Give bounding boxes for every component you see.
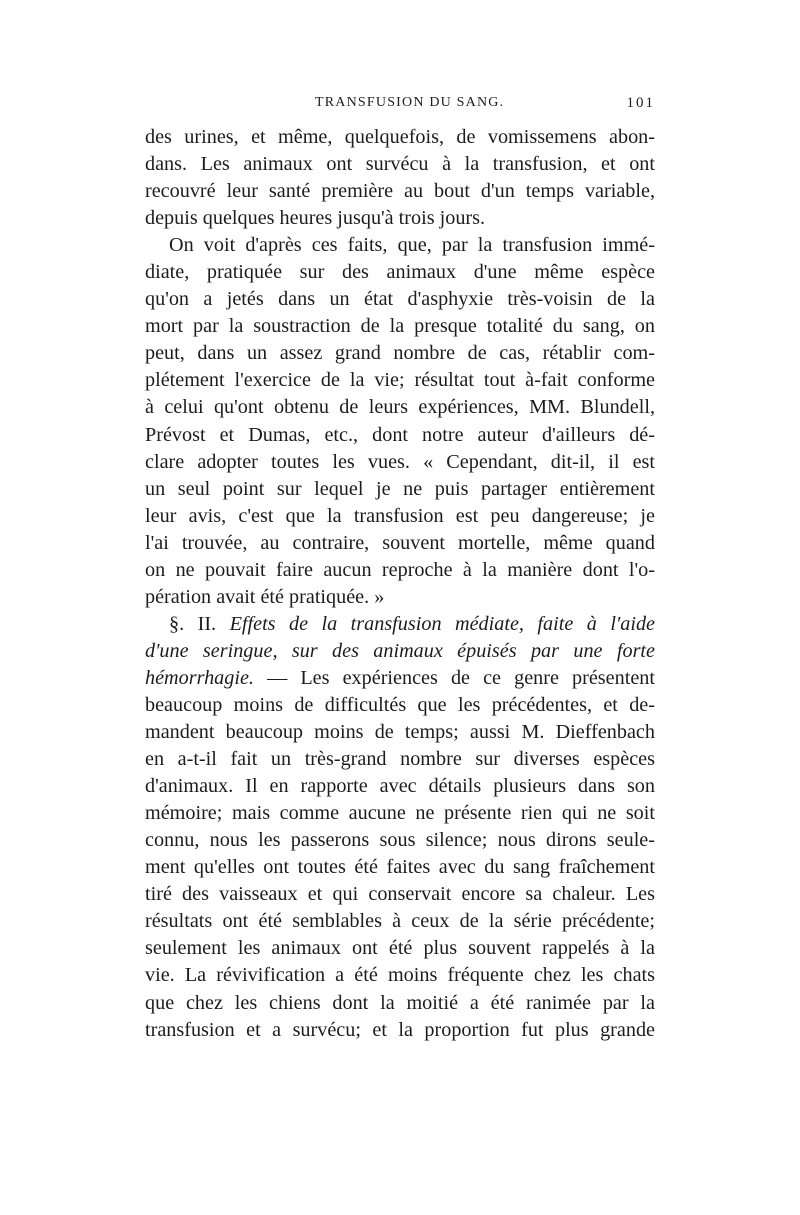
text-line: que chez les chiens dont la moitié a été ranimée par la: [145, 991, 655, 1014]
text-line: [145, 665, 655, 692]
text-line: seulement les animaux ont été plus souvent rappelés à la: [145, 937, 655, 960]
text-line: clare adopter toutes les vues. « Cependant, dit-il, il est: [145, 450, 655, 473]
text-line: l'ai trouvée, au contraire, souvent mortelle, même quand: [145, 531, 655, 554]
text-line: dans. Les animaux ont survécu à la transfusion, et ont: [145, 153, 655, 176]
text-line: Prévost et Dumas, etc., dont notre auteur d'ailleurs dé-: [145, 423, 655, 446]
text-line: d'animaux. Il en rapporte avec détails plusieurs dans son: [145, 775, 655, 798]
page-header: [145, 95, 655, 117]
text-line: en a-t-il fait un très-grand nombre sur diverses espèces: [145, 748, 655, 771]
body-text: [145, 124, 655, 1044]
running-title: TRANSFUSION DU SANG.: [315, 95, 505, 110]
section-title-line: d'une seringue, sur des animaux épuisés par une forte: [145, 639, 655, 662]
text-line: on ne pouvait faire aucun reproche à la manière dont l'o-: [145, 558, 655, 581]
text-line: à celui qu'ont obtenu de leurs expériences, MM. Blundell,: [145, 396, 655, 419]
text-line: recouvré leur santé première au bout d'un temps variable,: [145, 180, 655, 203]
section-number: §. II.: [169, 612, 230, 635]
text-line: peut, dans un assez grand nombre de cas, rétablir com-: [145, 342, 655, 365]
text-line: On voit d'après ces faits, que, par la transfusion immé-: [169, 234, 655, 257]
text-line: vie. La révivification a été moins fréquente chez les chats: [145, 964, 655, 987]
section-body-start: — Les expériences de ce genre présentent: [253, 666, 655, 689]
text-line: des urines, et même, quelquefois, de vomissemens abon-: [145, 126, 655, 148]
text-line: un seul point sur lequel je ne puis partager entièrement: [145, 477, 655, 500]
text-line: mandent beaucoup moins de temps; aussi M. Dieffenbach: [145, 721, 655, 744]
text-line: beaucoup moins de difficultés que les précédentes, et de-: [145, 693, 655, 716]
text-line: depuis quelques heures jusqu'à trois jours.: [145, 207, 486, 230]
text-line: transfusion et a survécu; et la proportion fut plus grande: [145, 1018, 655, 1041]
text-line: qu'on a jetés dans un état d'asphyxie très-voisin de la: [145, 288, 655, 311]
text-line: tiré des vaisseaux et qui conservait encore sa chaleur. Les: [145, 883, 655, 906]
text-line: diate, pratiquée sur des animaux d'une même espèce: [145, 261, 655, 284]
section-title: Effets de la transfusion médiate, faite à l'aide: [229, 612, 655, 635]
text-line: pération avait été pratiquée. »: [145, 585, 385, 608]
text-line: ment qu'elles ont toutes été faites avec du sang fraîchement: [145, 856, 655, 879]
text-line: résultats ont été semblables à ceux de la série précédente;: [145, 910, 655, 933]
text-line: leur avis, c'est que la transfusion est peu dangereuse; je: [145, 504, 655, 527]
section-heading-line: [145, 611, 655, 638]
text-line: mort par la soustraction de la presque totalité du sang, on: [145, 315, 655, 338]
text-line: mémoire; mais comme aucune ne présente rien qui ne soit: [145, 802, 655, 825]
text-line: plétement l'exercice de la vie; résultat tout à-fait conforme: [145, 369, 655, 392]
section-title-end: hémorrhagie.: [145, 666, 254, 689]
page-number: 101: [626, 95, 655, 111]
text-line: connu, nous les passerons sous silence; nous dirons seule-: [145, 829, 655, 852]
